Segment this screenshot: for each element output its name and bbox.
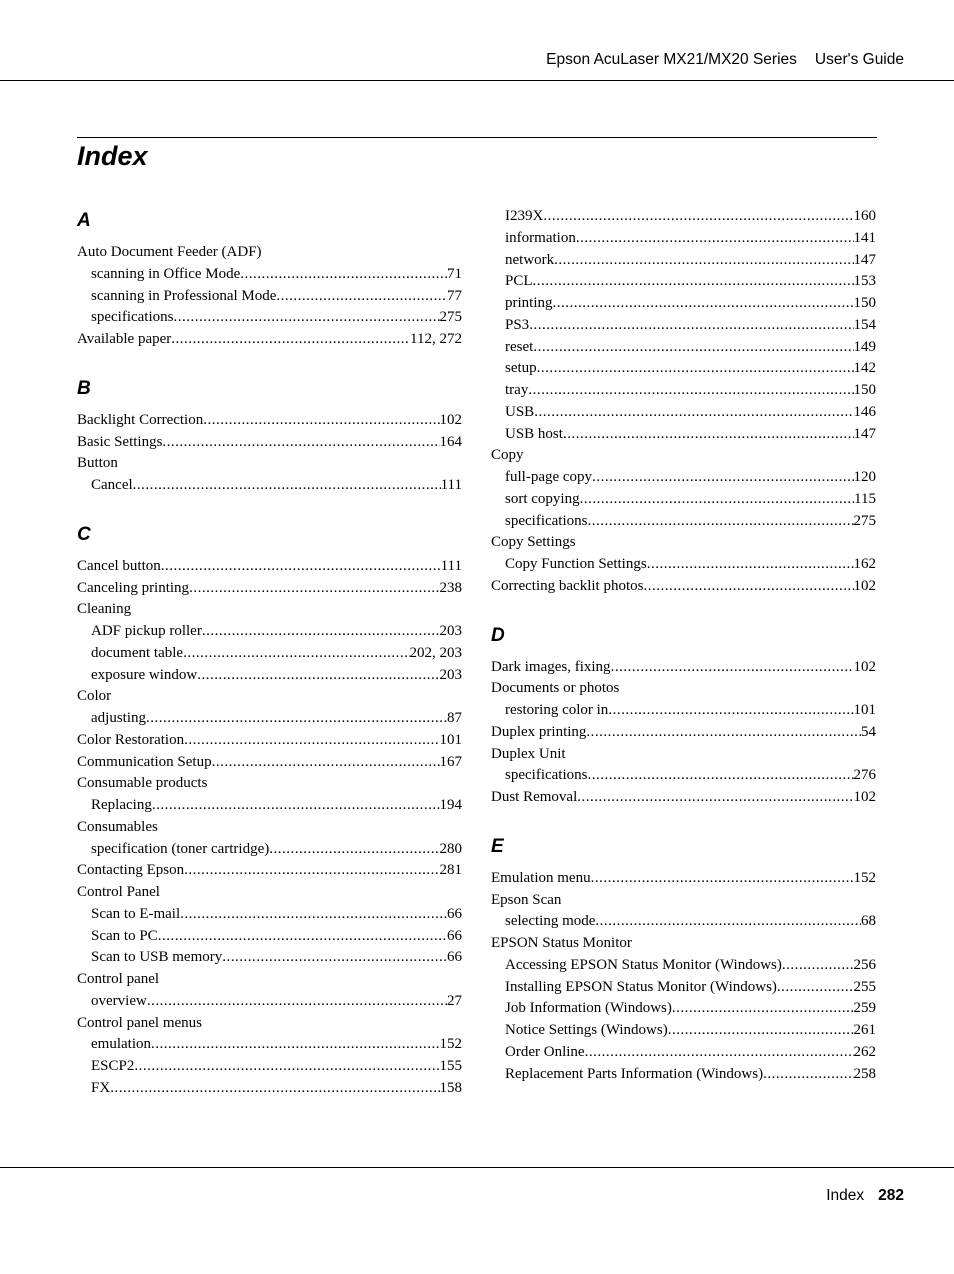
index-subentry (491, 511, 876, 533)
entry-term: Job Information (Windows) (505, 1000, 672, 1017)
index-entry (77, 686, 462, 708)
entry-pages: 261 (853, 1022, 876, 1038)
dot-leader (587, 765, 853, 787)
index-subentry (77, 1056, 462, 1078)
entry-term: Communication Setup (77, 753, 212, 770)
index-subentry (77, 643, 462, 665)
dot-leader (171, 329, 410, 351)
dot-leader (197, 665, 439, 687)
entry-term: emulation (91, 1036, 151, 1053)
entry-term: Consumables (77, 818, 158, 835)
dot-leader (162, 432, 439, 454)
entry-pages: 276 (853, 767, 876, 784)
entry-term: Control panel menus (77, 1014, 202, 1031)
entry-term: specifications (505, 512, 588, 529)
index-subentry (77, 1034, 462, 1056)
entry-pages: 66 (447, 949, 462, 966)
entry-term: Cleaning (77, 601, 132, 618)
index-entry (491, 933, 876, 955)
index-subentry (491, 358, 876, 380)
index-subentry (491, 489, 876, 511)
dot-leader (611, 657, 854, 679)
entry-term: reset (505, 338, 534, 355)
dot-leader (152, 795, 440, 817)
dot-leader (591, 868, 854, 890)
entry-pages: 167 (439, 753, 462, 770)
entry-pages: 150 (853, 382, 876, 398)
footer-label: Index (826, 1187, 865, 1204)
entry-pages: 256 (853, 956, 876, 973)
dot-leader (587, 511, 853, 533)
index-subentry (491, 380, 876, 402)
entry-term: specifications (505, 767, 588, 784)
entry-term: full-page copy (505, 469, 593, 485)
dot-leader (184, 860, 439, 882)
dot-leader (202, 621, 440, 643)
index-subentry (491, 250, 876, 272)
dot-leader (110, 1078, 439, 1100)
index-subentry (77, 475, 462, 497)
entry-term: Copy Function Settings (505, 556, 647, 572)
index-entry (491, 678, 876, 700)
product-name: Epson AcuLaser MX21/MX20 Series (546, 51, 797, 68)
entry-pages: 194 (439, 797, 462, 813)
dot-leader (533, 337, 853, 359)
dot-leader (528, 380, 853, 402)
entry-term: ADF pickup roller (91, 623, 202, 639)
index-subentry (491, 554, 876, 576)
dot-leader (563, 424, 854, 446)
entry-term: scanning in Office Mode (91, 265, 241, 282)
entry-pages: 147 (853, 425, 876, 442)
index-subentry (491, 424, 876, 446)
entry-pages: 102 (853, 577, 876, 594)
dot-leader (553, 293, 854, 315)
index-entry (77, 860, 462, 882)
running-footer (826, 1187, 904, 1205)
index-subentry (491, 1020, 876, 1042)
dot-leader (647, 554, 854, 576)
dot-leader (158, 926, 447, 948)
page-title: Index (77, 141, 148, 171)
entry-pages: 203 (439, 623, 462, 639)
index-entry (77, 752, 462, 774)
entry-term: Cancel (91, 477, 133, 493)
entry-term: Button (77, 455, 118, 472)
index-subentry (491, 955, 876, 977)
index-subentry (491, 1042, 876, 1064)
entry-term: Cancel button (77, 557, 161, 574)
entry-pages: 203 (439, 666, 462, 683)
entry-pages: 54 (861, 723, 876, 740)
dot-leader (585, 1042, 854, 1064)
entry-term: PS3 (505, 316, 530, 333)
entry-pages: 202, 203 (409, 644, 462, 661)
entry-term: network (505, 251, 555, 268)
entry-term: information (505, 229, 576, 246)
entry-pages: 102 (853, 789, 876, 805)
section-spacer (77, 351, 462, 374)
index-subentry (491, 467, 876, 489)
entry-term: Dust Removal (491, 789, 578, 805)
index-subentry (77, 1078, 462, 1100)
index-subentry (491, 293, 876, 315)
section-letter: B (77, 377, 91, 399)
index-entry (77, 817, 462, 839)
index-entry (77, 432, 462, 454)
entry-term: tray (505, 382, 529, 398)
entry-pages: 147 (853, 251, 876, 268)
dot-leader (189, 578, 439, 600)
entry-term: specification (toner cartridge) (91, 840, 270, 857)
entry-pages: 120 (853, 469, 876, 485)
entry-pages: 255 (853, 978, 876, 995)
entry-pages: 162 (853, 556, 876, 572)
entry-pages: 238 (439, 579, 462, 596)
index-subentry (77, 904, 462, 926)
index-entry (77, 969, 462, 991)
index-entry (491, 744, 876, 766)
entry-pages: 71 (447, 265, 462, 282)
index-subentry (77, 795, 462, 817)
index-entry (77, 578, 462, 600)
entry-term: Installing EPSON Status Monitor (Windows) (505, 978, 777, 995)
index-subentry (77, 947, 462, 969)
entry-term: Color (77, 688, 112, 705)
entry-term: Available paper (77, 331, 172, 347)
entry-pages: 27 (447, 992, 462, 1009)
dot-leader (580, 489, 854, 511)
entry-pages: 66 (447, 927, 462, 944)
entry-term: Copy Settings (491, 534, 576, 551)
index-entry (491, 868, 876, 890)
entry-term: Duplex printing (491, 723, 587, 740)
entry-term: Contacting Epson (77, 862, 185, 879)
section-spacer (77, 497, 462, 520)
index-entry (77, 730, 462, 752)
index-subentry (77, 839, 462, 861)
section-letter: D (491, 624, 505, 646)
entry-pages: 158 (439, 1079, 462, 1096)
entry-pages: 149 (853, 338, 876, 355)
entry-term: document table (91, 644, 184, 661)
entry-term: Scan to E-mail (91, 905, 181, 922)
dot-leader (543, 206, 853, 228)
index-subentry (77, 926, 462, 948)
dot-leader (782, 955, 854, 977)
entry-term: USB (505, 403, 535, 420)
entry-pages: 275 (853, 512, 876, 529)
section-spacer (491, 809, 876, 832)
index-subentry (491, 1064, 876, 1086)
entry-pages: 68 (861, 913, 876, 930)
entry-pages: 101 (853, 702, 876, 718)
entry-pages: 152 (439, 1036, 462, 1053)
entry-term: restoring color in (505, 702, 609, 718)
entry-pages: 262 (853, 1043, 876, 1060)
index-subentry (491, 977, 876, 999)
dot-leader (534, 402, 853, 424)
dot-leader (533, 271, 854, 293)
entry-term: Scan to USB memory (91, 949, 223, 966)
index-entry (77, 556, 462, 578)
dot-leader (133, 475, 441, 497)
index-entry (77, 410, 462, 432)
entry-pages: 275 (439, 309, 462, 326)
dot-leader (672, 998, 854, 1020)
entry-term: Replacing (91, 797, 152, 813)
section-spacer (491, 598, 876, 621)
entry-pages: 152 (853, 869, 876, 886)
entry-pages: 258 (853, 1065, 876, 1082)
entry-pages: 155 (439, 1058, 462, 1074)
index-subentry (77, 307, 462, 329)
dot-leader (173, 307, 439, 329)
dot-leader (554, 250, 853, 272)
index-subentry (491, 765, 876, 787)
dot-leader (222, 947, 447, 969)
dot-leader (183, 643, 409, 665)
index-subentry (491, 998, 876, 1020)
index-subentry (77, 621, 462, 643)
entry-term: exposure window (91, 666, 198, 683)
entry-term: selecting mode (505, 913, 596, 930)
entry-pages: 112, 272 (410, 331, 462, 347)
dot-leader (668, 1020, 854, 1042)
entry-term: scanning in Professional Mode (91, 287, 277, 304)
index-entry (491, 532, 876, 554)
index-entry (491, 657, 876, 679)
footer-rule (0, 1167, 954, 1168)
entry-term: I239X (505, 208, 544, 224)
entry-pages: 153 (853, 273, 876, 290)
dot-leader (212, 752, 440, 774)
entry-pages: 141 (853, 229, 876, 246)
entry-term: Color Restoration (77, 731, 185, 748)
dot-leader (643, 576, 853, 598)
entry-term: Epson Scan (491, 891, 562, 908)
entry-pages: 102 (439, 411, 462, 428)
dot-leader (184, 730, 439, 752)
section-letter: E (491, 835, 504, 857)
dot-leader (763, 1064, 853, 1086)
entry-term: sort copying (505, 490, 580, 507)
dot-leader (592, 467, 853, 489)
entry-term: setup (505, 360, 537, 377)
entry-pages: 259 (853, 1000, 876, 1017)
section-letter: C (77, 523, 91, 545)
dot-leader (777, 977, 854, 999)
entry-term: Copy (491, 447, 524, 464)
entry-term: USB host (505, 425, 563, 442)
index-subentry (491, 337, 876, 359)
entry-pages: 115 (854, 490, 876, 507)
index-entry (77, 242, 462, 264)
entry-term: overview (91, 992, 147, 1009)
dot-leader (147, 991, 447, 1013)
index-subentry (491, 402, 876, 424)
section-letter: A (77, 210, 91, 231)
entry-term: Order Online (505, 1043, 585, 1060)
index-subentry (77, 264, 462, 286)
dot-leader (269, 839, 439, 861)
title-rule (77, 137, 877, 138)
entry-term: Consumable products (77, 775, 208, 792)
index-entry (491, 722, 876, 744)
entry-term: Auto Document Feeder (ADF) (77, 244, 262, 260)
entry-term: Accessing EPSON Status Monitor (Windows) (505, 956, 782, 973)
index-entry (491, 787, 876, 809)
entry-term: adjusting (91, 710, 146, 726)
entry-term: Correcting backlit photos (491, 577, 644, 594)
index-subentry (491, 700, 876, 722)
entry-pages: 111 (440, 477, 462, 493)
index-entry (491, 576, 876, 598)
entry-term: Duplex Unit (491, 745, 566, 762)
index-subentry (491, 315, 876, 337)
dot-leader (537, 358, 854, 380)
index-subentry (491, 206, 876, 228)
entry-pages: 160 (853, 208, 876, 224)
index-entry (77, 1013, 462, 1035)
index-entry (77, 599, 462, 621)
entry-pages: 150 (853, 295, 876, 311)
index-entry (77, 453, 462, 475)
dot-leader (595, 911, 861, 933)
guide-name: User's Guide (814, 51, 904, 68)
dot-leader (608, 700, 853, 722)
index-entry (77, 329, 462, 351)
dot-leader (240, 264, 447, 286)
dot-leader (586, 722, 861, 744)
index-subentry (77, 991, 462, 1013)
dot-leader (134, 1056, 439, 1078)
index-subentry (491, 228, 876, 250)
index-column-right (491, 206, 876, 1085)
entry-term: Backlight Correction (77, 411, 204, 428)
entry-term: FX (91, 1079, 111, 1096)
dot-leader (151, 1034, 440, 1056)
dot-leader (203, 410, 439, 432)
entry-pages: 66 (447, 905, 462, 922)
entry-term: Documents or photos (491, 680, 620, 697)
index-entry (77, 773, 462, 795)
index-entry (77, 882, 462, 904)
dot-leader (276, 286, 447, 308)
entry-term: Emulation menu (491, 869, 591, 886)
entry-term: specifications (91, 309, 174, 326)
entry-term: Control panel (77, 971, 160, 987)
index-entry (491, 890, 876, 912)
dot-leader (161, 556, 441, 578)
entry-pages: 280 (439, 840, 462, 857)
index-column-left (77, 206, 462, 1100)
entry-pages: 154 (853, 316, 876, 333)
entry-term: PCL (505, 273, 533, 290)
entry-pages: 102 (853, 658, 876, 675)
entry-term: ESCP2 (91, 1058, 135, 1074)
entry-term: Control Panel (77, 884, 160, 900)
entry-pages: 164 (439, 433, 462, 450)
entry-pages: 87 (447, 710, 462, 726)
index-subentry (491, 911, 876, 933)
entry-pages: 111 (440, 557, 462, 574)
page-number: 282 (878, 1187, 904, 1204)
dot-leader (180, 904, 447, 926)
running-header (546, 51, 904, 69)
index-subentry (77, 708, 462, 730)
entry-pages: 77 (447, 287, 462, 304)
dot-leader (576, 228, 854, 250)
header-rule (0, 80, 954, 81)
dot-leader (577, 787, 853, 809)
entry-pages: 281 (439, 862, 462, 879)
entry-term: Scan to PC (91, 927, 158, 944)
entry-pages: 146 (853, 403, 876, 420)
entry-term: Dark images, fixing (491, 658, 611, 675)
entry-term: Canceling printing (77, 579, 190, 596)
entry-term: Basic Settings (77, 433, 163, 450)
entry-pages: 101 (439, 731, 462, 748)
entry-pages: 142 (853, 360, 876, 377)
index-entry (491, 445, 876, 467)
dot-leader (529, 315, 853, 337)
index-subentry (77, 286, 462, 308)
entry-term: Replacement Parts Information (Windows) (505, 1065, 764, 1082)
index-subentry (77, 665, 462, 687)
entry-term: EPSON Status Monitor (491, 935, 632, 951)
entry-term: Notice Settings (Windows) (505, 1022, 668, 1038)
index-subentry (491, 271, 876, 293)
dot-leader (146, 708, 447, 730)
entry-term: printing (505, 295, 553, 311)
